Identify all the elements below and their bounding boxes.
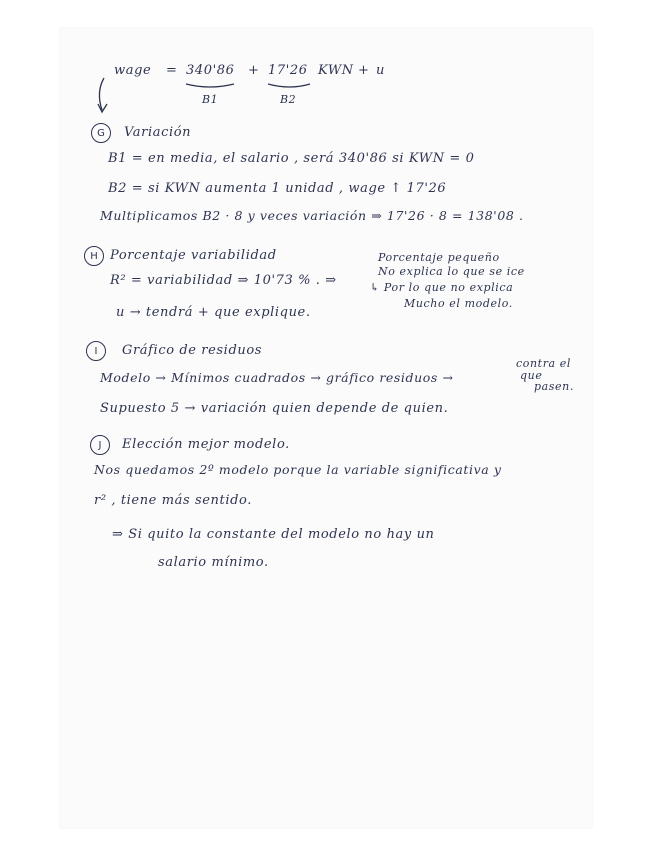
h-line: R² = variabilidad ⇒ 10'73 % . ⇒ — [110, 273, 337, 288]
kwn-label: KWN — [318, 63, 354, 78]
section-j-marker: J — [90, 435, 110, 455]
h-note-2: No explica lo que se ice — [378, 265, 525, 278]
section-h-title: Porcentaje variabilidad — [110, 248, 277, 263]
wage-label: wage — [114, 63, 152, 78]
b2-value: 17'26 — [268, 63, 308, 78]
section-g-title: Variación — [124, 125, 192, 140]
section-j-title: Elección mejor modelo. — [122, 437, 290, 452]
u-label: u — [376, 63, 385, 78]
equals-sign: = — [166, 63, 178, 78]
i-note-1: contra el — [516, 357, 572, 370]
g-line-2: B2 = si KWN aumenta 1 unidad , wage ↑ 17'26 — [108, 181, 447, 196]
section-i-title: Gráfico de residuos — [122, 343, 263, 358]
section-h-marker: H — [84, 246, 104, 266]
g-line-3: Multiplicamos B2 · 8 y veces variación ⇒ 17'26 · 8 = 138'08 . — [100, 208, 524, 223]
section-i-marker: I — [86, 341, 106, 361]
i-line-2: Supuesto 5 → variación quien depende de quien. — [100, 401, 449, 416]
j-line-2: r² , tiene más sentido. — [94, 493, 252, 508]
i-note-3: pasen. — [534, 380, 574, 393]
i-note-2: que — [520, 369, 543, 382]
h-note-3: ↳ Por lo que no explica — [370, 281, 514, 294]
plus-sign-2: + — [358, 63, 370, 78]
b1-label: B1 — [202, 93, 219, 106]
plus-sign: + — [248, 63, 260, 78]
section-g-marker: G — [91, 123, 111, 143]
b1-value: 340'86 — [186, 63, 235, 78]
g-line-1: B1 = en media, el salario , será 340'86 si KWN = 0 — [108, 151, 475, 166]
h-note-4: Mucho el modelo. — [404, 297, 513, 310]
j-line-3: ⇒ Si quito la constante del modelo no hay un — [112, 527, 435, 542]
h-note-1: Porcentaje pequeño — [378, 251, 500, 264]
i-line-1: Modelo → Mínimos cuadrados → gráfico residuos → — [100, 370, 454, 385]
j-line-1: Nos quedamos 2º modelo porque la variable significativa y — [94, 462, 502, 477]
h-line-2: u → tendrá + que explique. — [116, 305, 311, 320]
j-line-4: salario mínimo. — [158, 555, 269, 570]
b2-label: B2 — [280, 93, 297, 106]
